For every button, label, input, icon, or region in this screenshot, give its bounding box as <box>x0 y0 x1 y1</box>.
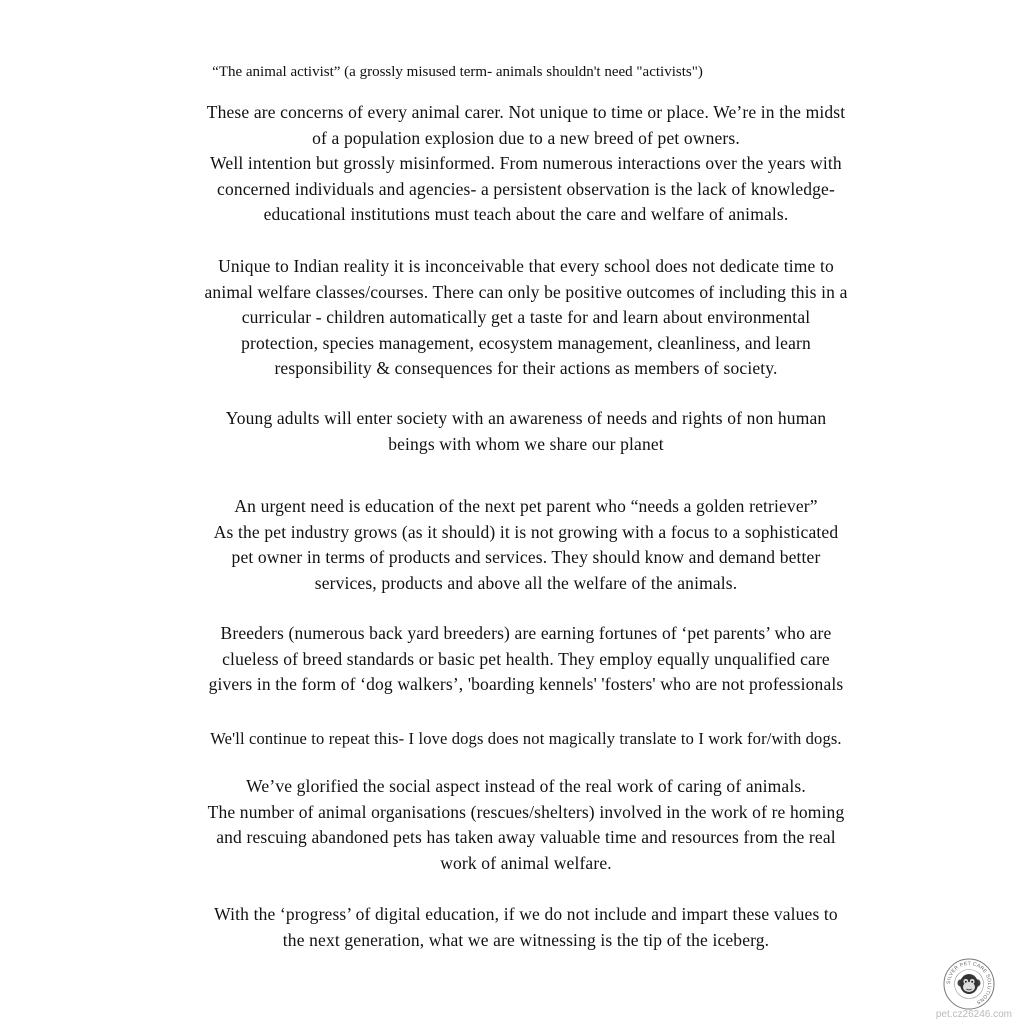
watermark-text: pet.cz26246.com <box>935 1009 1012 1020</box>
text-line: We’ve glorified the social aspect instead of the real work of caring of animals. <box>246 776 806 796</box>
paragraph-digital-education <box>0 902 1024 953</box>
paragraph-social-aspect <box>0 774 1024 876</box>
text-line: curricular - children automatically get a taste for and learn about environmental <box>241 307 811 327</box>
text-line: protection, species management, ecosystem management, cleanliness, and learn <box>241 332 811 353</box>
text-line: We'll continue to repeat this- I love dogs does not magically translate to I work for/with dogs. <box>210 729 842 748</box>
text-line: responsibility & consequences for their actions as members of society. <box>274 358 778 378</box>
text-line: givers in the form of ‘dog walkers’, 'boarding kennels' 'fosters' who are not professionals <box>208 674 844 694</box>
text-line: The number of animal organisations (rescues/shelters) involved in the work of re homing <box>207 801 845 822</box>
paragraph-young-adults <box>0 406 1024 457</box>
monkey-face-seal-icon <box>943 958 995 1010</box>
text-line: These are concerns of every animal carer. Not unique to time or place. We’re in the midst <box>206 102 846 122</box>
paragraph-pet-parent-education <box>0 494 1024 596</box>
text-line: the next generation, what we are witnessing is the tip of the iceberg. <box>282 929 770 950</box>
text-line: Breeders (numerous back yard breeders) are earning fortunes of ‘pet parents’ who are <box>220 623 832 643</box>
text-line: educational institutions must teach about the care and welfare of animals. <box>263 204 789 224</box>
text-line: and rescuing abandoned pets has taken away valuable time and resources from the real <box>216 827 836 847</box>
text-line: Well intention but grossly misinformed. From numerous interactions over the years with <box>210 153 842 173</box>
text-line: With the ‘progress’ of digital education, if we do not include and impart these values to <box>214 904 838 924</box>
text-line: As the pet industry grows (as it should) it is not growing with a focus to a sophisticated <box>213 521 839 542</box>
text-line: work of animal welfare. <box>440 852 612 873</box>
text-line: beings with whom we share our planet <box>388 433 664 454</box>
text-line: of a population explosion due to a new breed of pet owners. <box>312 127 740 148</box>
paragraph-indian-reality <box>0 254 1024 382</box>
text-line: concerned individuals and agencies- a persistent observation is the lack of knowledge- <box>217 178 835 199</box>
text-line: Young adults will enter society with an awareness of needs and rights of non human <box>225 408 827 428</box>
text-line: An urgent need is education of the next pet parent who “needs a golden retriever” <box>234 496 818 516</box>
text-line: Unique to Indian reality it is inconceivable that every school does not dedicate time to <box>218 256 834 276</box>
paragraph-love-dogs <box>0 726 1024 752</box>
text-line: clueless of breed standards or basic pet health. They employ equally unqualified care <box>222 648 830 669</box>
text-line: pet owner in terms of products and services. They should know and demand better <box>231 547 821 567</box>
logo-seal-text: SILVER PET CARE SOLUTIONS <box>945 960 993 1006</box>
paragraph-population-explosion <box>0 100 1024 228</box>
paragraph-breeders <box>0 621 1024 698</box>
text-line: services, products and above all the welfare of the animals. <box>314 572 738 593</box>
text-line: animal welfare classes/courses. There can only be positive outcomes of including this in a <box>204 281 848 302</box>
document-title: “The animal activist” (a grossly misused term- animals shouldn't need "activists") <box>212 64 703 80</box>
